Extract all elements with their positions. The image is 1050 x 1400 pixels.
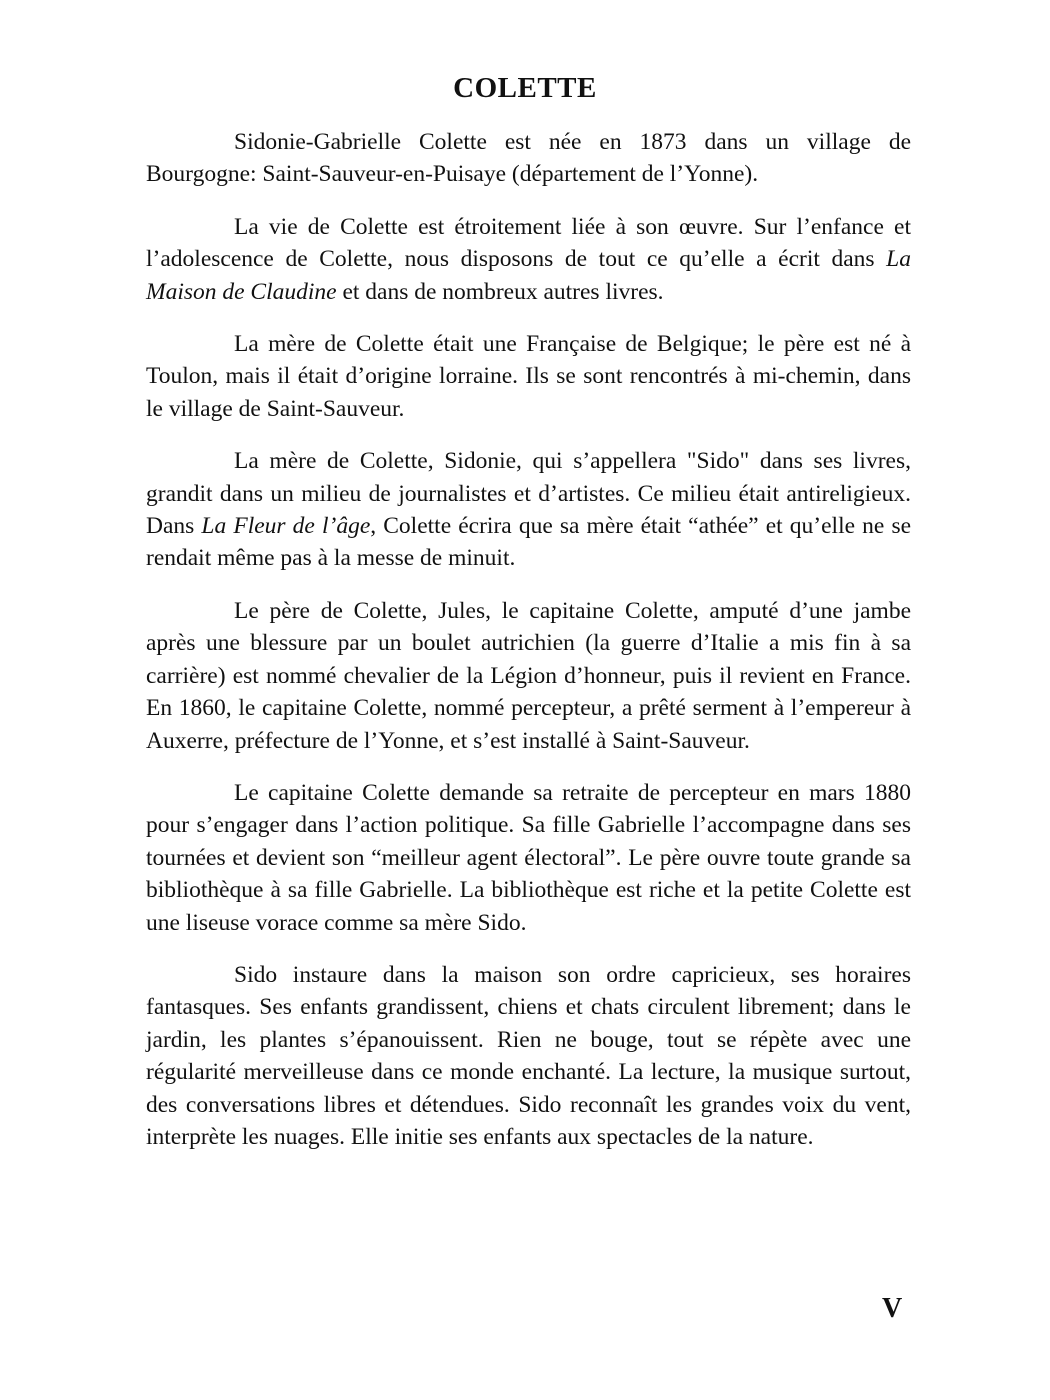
paragraph-text: La mère de Colette, Sidonie, qui s’appellera "Sido" dans ses livres, grandit dans un milieu de journalistes et d’artistes. Ce milieu était antireligieux. Dans <box>146 448 911 540</box>
paragraph-text: Sido instaure dans la maison son ordre capricieux, ses horaires fantasques. Ses enfants grandissent, chiens et chats circulent librement; dans le jardin, les plantes s’épanouissent. Rien ne bouge, tout se répète avec une régularité merveilleuse dans ce monde enchanté. La lecture, la musique surtout, des conversations libres et détendues. Sido reconnaît les grandes voix du vent, interprète les nuages. Elle initie ses enfants aux spectacles de la nature. <box>146 961 911 1150</box>
book-title: La Maison de Claudine <box>146 246 911 305</box>
paragraph-4 <box>146 445 911 575</box>
paragraph-5 <box>146 595 911 757</box>
paragraph-text: , Colette écrira que sa mère était “athée” et qu’elle ne se rendait même pas à la messe de minuit. <box>146 513 912 572</box>
paragraph-text: Sidonie-Gabrielle Colette est née en 1873 dans un village de Bourgogne: Saint-Sauveur-en-Puisaye (département de l’Yonne). <box>146 129 911 188</box>
body-text <box>146 126 911 1153</box>
paragraph-2 <box>146 211 911 308</box>
paragraph-text: La mère de Colette était une Française de Belgique; le père est né à Toulon, mais il était d’origine lorraine. Ils se sont rencontrés à mi-chemin, dans le village de Saint-Sauveur. <box>146 331 911 422</box>
page-title: COLETTE <box>453 72 597 104</box>
paragraph-3 <box>146 328 911 425</box>
paragraph-text: Le père de Colette, Jules, le capitaine Colette, amputé d’une jambe après une blessure par un boulet autrichien (la guerre d’Italie a mis fin à sa carrière) est nommé chevalier de la Légion d’honneur, puis il revient en France. En 1860, le capitaine Colette, nommé percepteur, a prêté serment à l’empereur à Auxerre, préfecture de l’Yonne, et s’est installé à Saint-Sauveur. <box>146 597 911 754</box>
book-title: La Fleur de l’âge <box>201 513 371 540</box>
page-number: V <box>882 1293 903 1324</box>
paragraph-1 <box>146 126 911 191</box>
paragraph-text: et dans de nombreux autres livres. <box>336 278 664 305</box>
paragraph-7 <box>146 959 911 1153</box>
paragraph-text: La vie de Colette est étroitement liée à son œuvre. Sur l’enfance et l’adolescence de Colette, nous disposons de tout ce qu’elle a écrit dans <box>146 213 911 273</box>
paragraph-6 <box>146 777 911 939</box>
paragraph-text: Le capitaine Colette demande sa retraite de percepteur en mars 1880 pour s’engager dans l’action politique. Sa fille Gabrielle l’accompagne dans ses tournées et devient son “meilleur agent électoral”. Le père ouvre toute grande sa bibliothèque à sa fille Gabrielle. La bibliothèque est riche et la petite Colette est une liseuse vorace comme sa mère Sido. <box>146 779 911 936</box>
